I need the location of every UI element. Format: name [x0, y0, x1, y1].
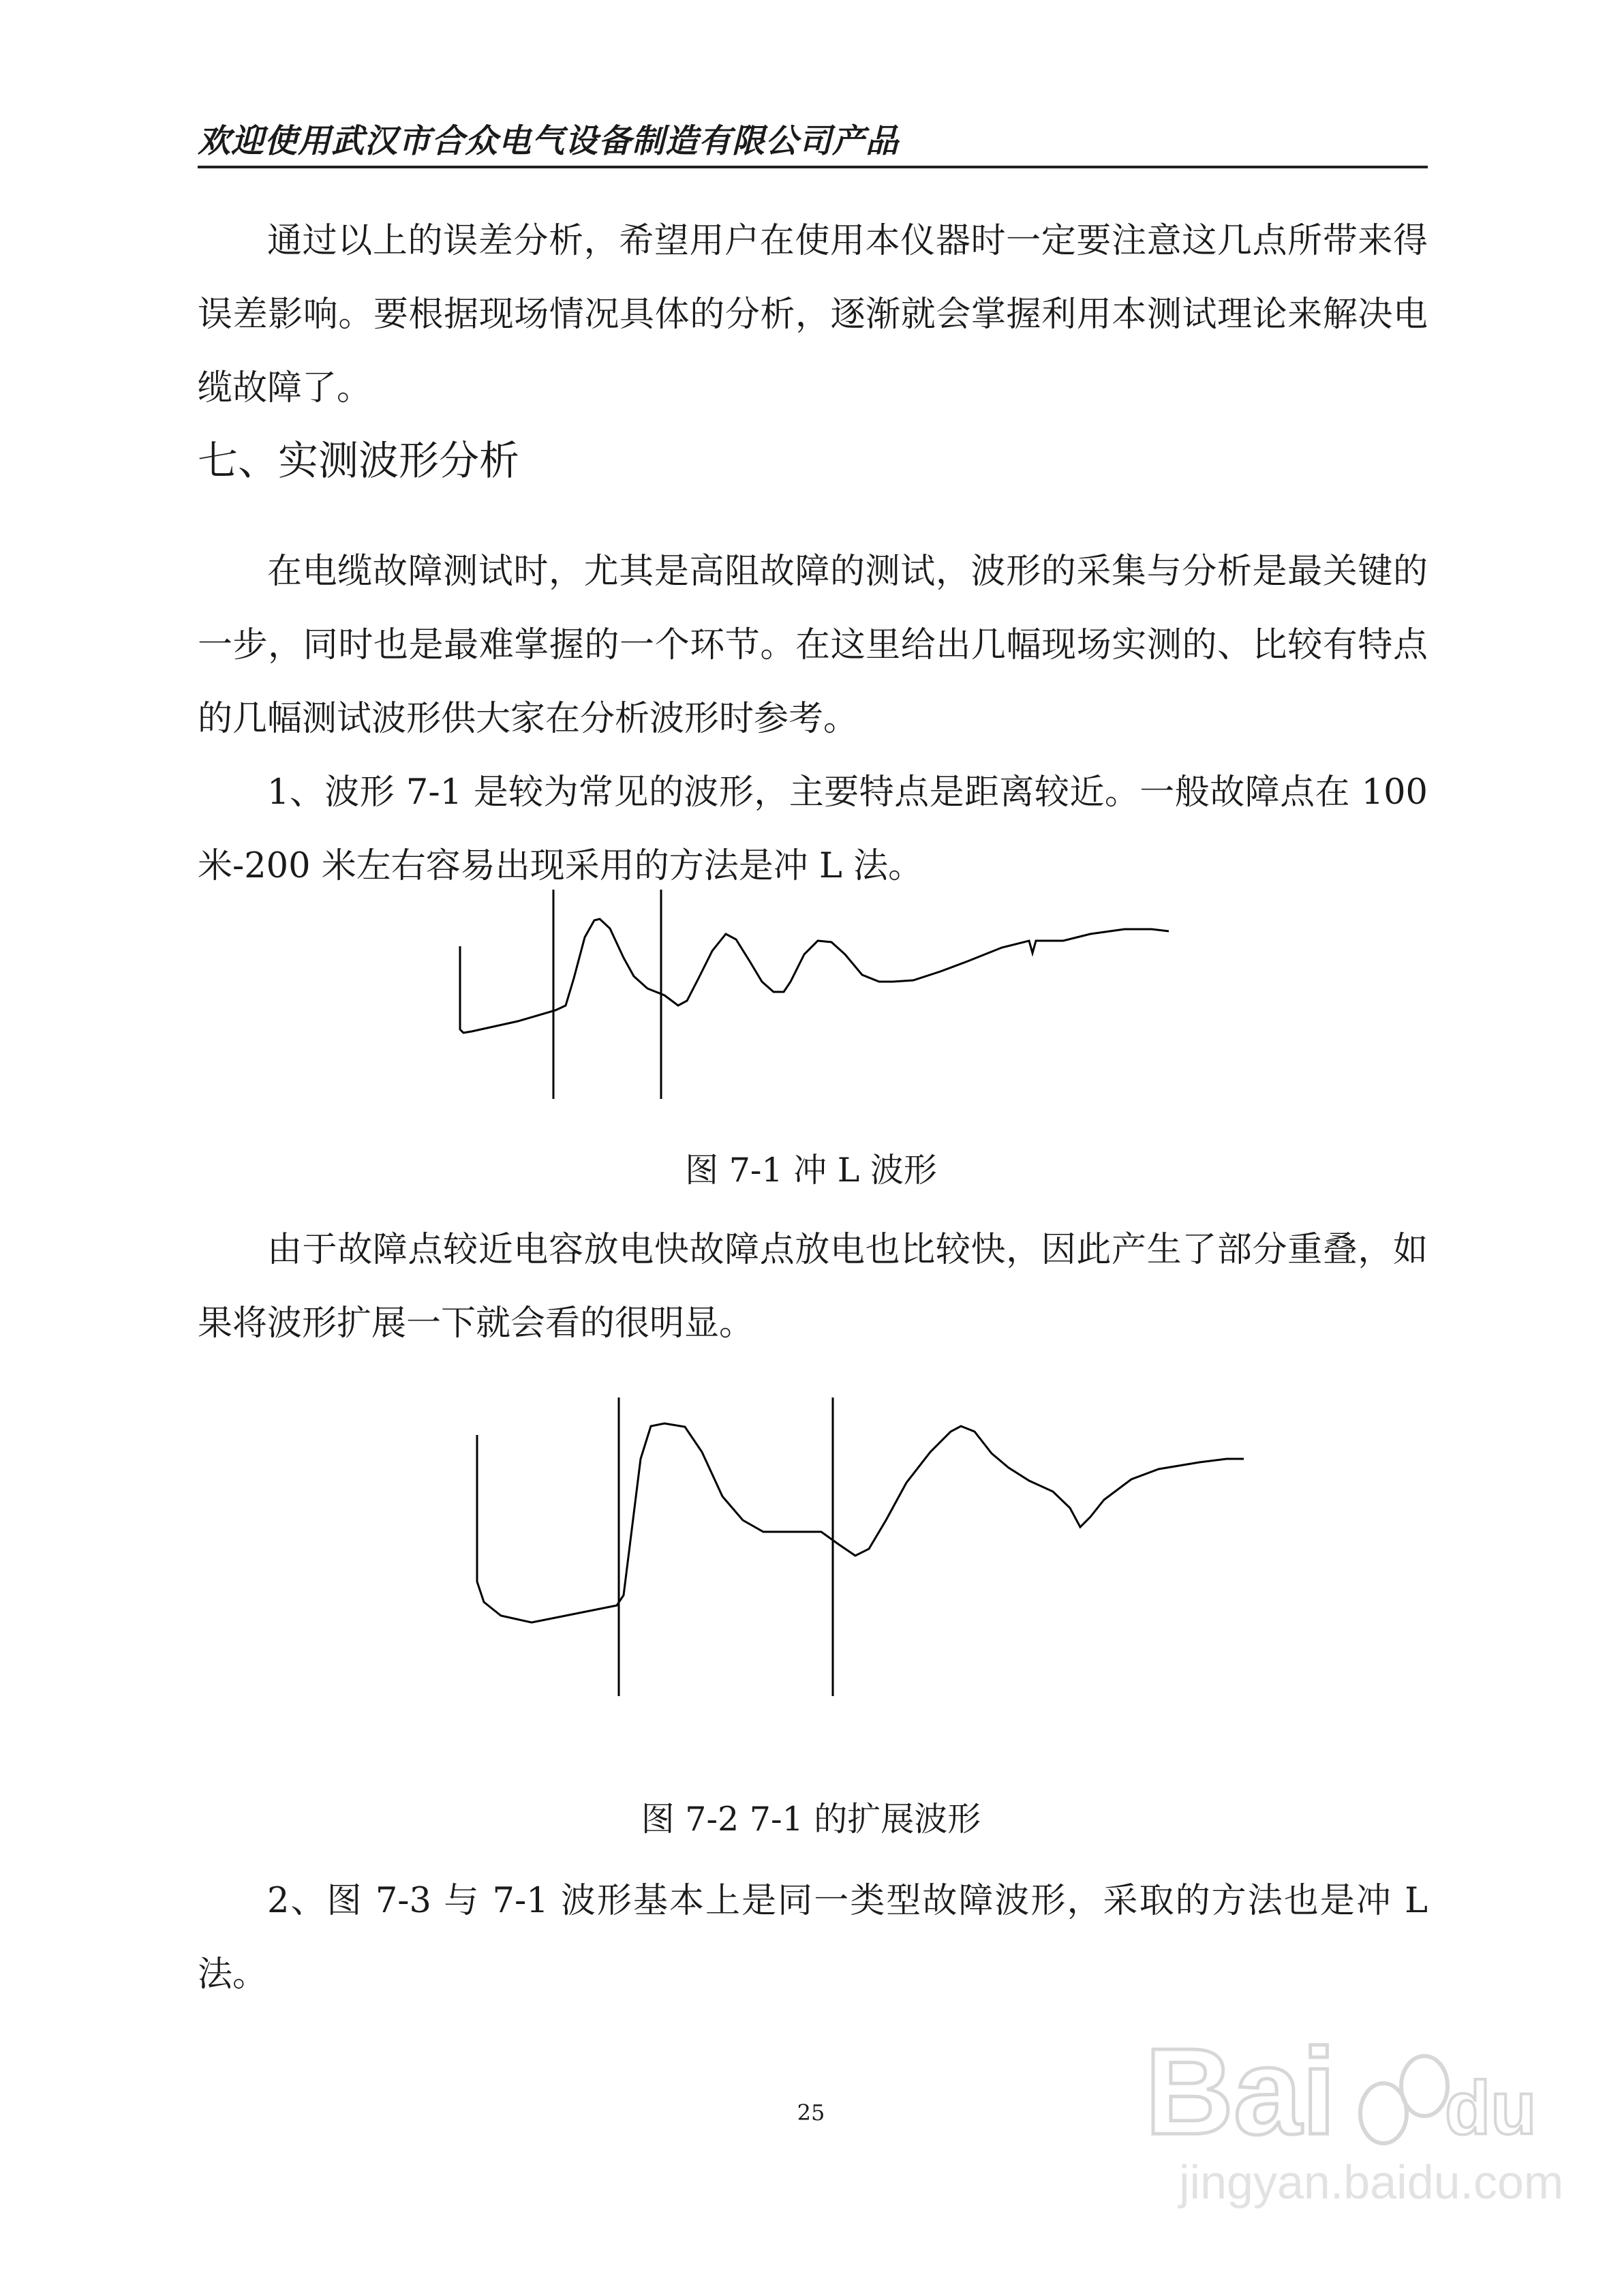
- paragraph-waveform-7-3: 2、图 7-3 与 7-1 波形基本上是同一类型故障波形，采取的方法也是冲 L 法。: [198, 1881, 1428, 1995]
- waveform-7-2-trace: [477, 1423, 1244, 1622]
- figure-7-2-caption: 图 7-2 7-1 的扩展波形: [641, 1800, 981, 1839]
- waveform-7-1-trace: [460, 919, 1169, 1033]
- paragraph-waveform-7-1: 1、波形 7-1 是较为常见的波形，主要特点是距离较近。一般故障点在 100 米-200 米左右容易出现采用的方法是冲 L 法。: [198, 772, 1428, 886]
- svg-text:Bai: Bai: [1145, 2023, 1336, 2160]
- figure-7-1-caption: 图 7-1 冲 L 波形: [685, 1151, 937, 1190]
- baidu-jingyan-watermark: [1104, 2004, 1595, 2209]
- svg-text:jingyan.baidu.com: jingyan.baidu.com: [1179, 2156, 1564, 2209]
- header-divider: [198, 166, 1428, 168]
- svg-text:du: du: [1445, 2066, 1537, 2150]
- figure-7-2: [0, 1370, 1622, 1861]
- document-header: 欢迎使用武汉市合众电气设备制造有限公司产品: [198, 122, 900, 160]
- figure-7-1: [0, 886, 1622, 1200]
- page-number: 25: [797, 2100, 825, 2126]
- baidu-paw-logo-icon: [1104, 2004, 1595, 2209]
- paragraph-error-analysis: 通过以上的误差分析，希望用户在使用本仪器时一定要注意这几点所带来得误差影响。要根据现场情况具体的分析，逐渐就会掌握利用本测试理论来解决电缆故障了。: [198, 221, 1428, 408]
- paragraph-intro: 在电缆故障测试时，尤其是高阻故障的测试，波形的采集与分析是最关键的一步，同时也是最难掌握的一个环节。在这里给出几幅现场实测的、比较有特点的几幅测试波形供大家在分析波形时参考。: [198, 552, 1428, 739]
- waveform-7-1-plot: [0, 886, 1622, 1104]
- paragraph-overlap-explanation: 由于故障点较近电容放电快故障点放电也比较快，因此产生了部分重叠，如果将波形扩展一下就会看的很明显。: [198, 1230, 1428, 1344]
- section-title: 七、实测波形分析: [198, 437, 520, 484]
- waveform-7-2-plot: [0, 1370, 1622, 1725]
